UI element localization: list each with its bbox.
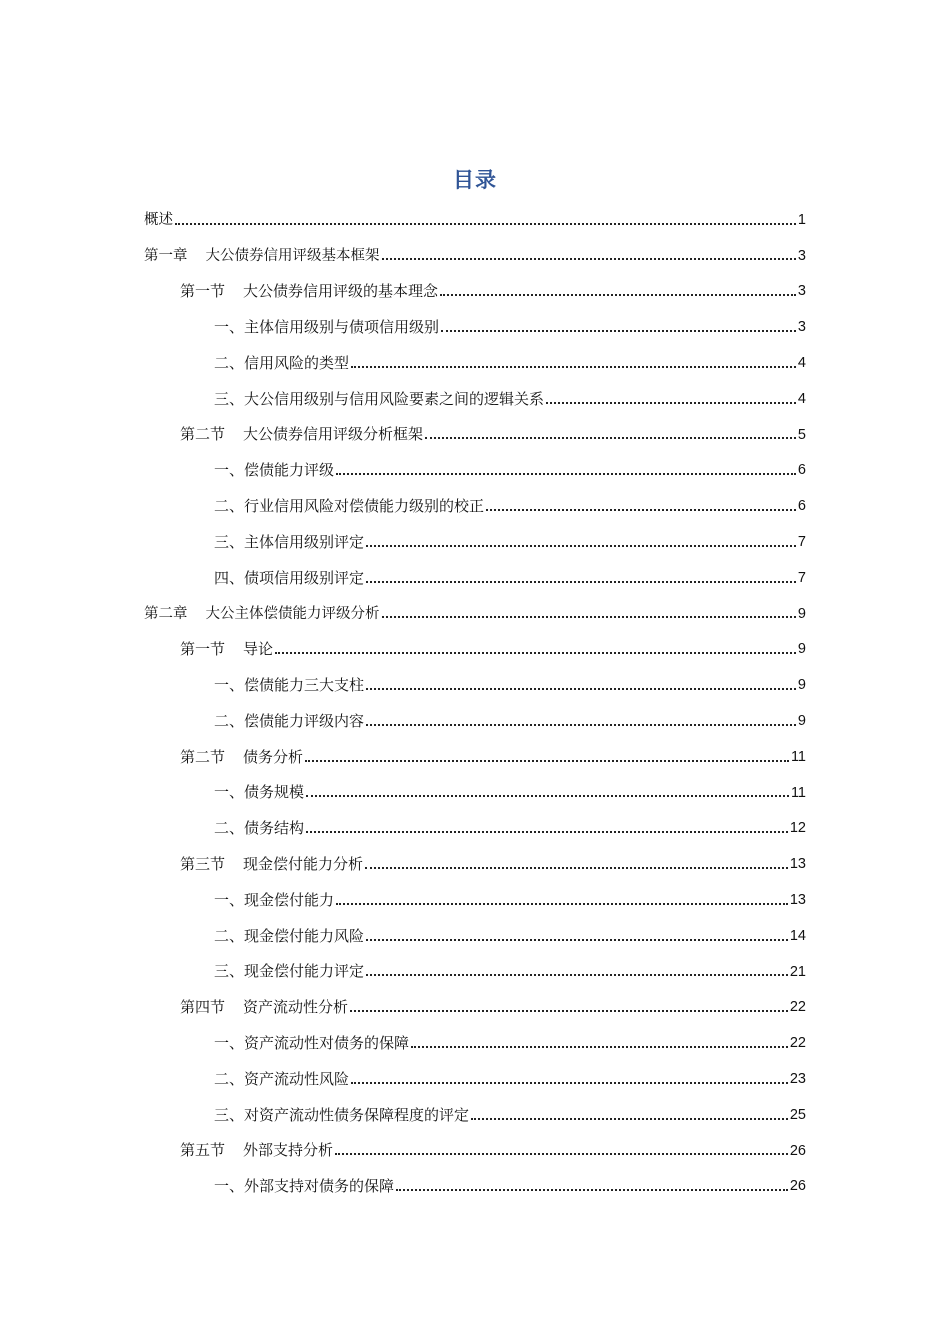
toc-entry-page-number: 7 [797, 533, 806, 550]
toc-entry-page-number: 11 [790, 784, 806, 801]
toc-entry-text: 大公债券信用评级的基本理念 [243, 282, 439, 301]
toc-entry[interactable] [214, 667, 806, 703]
dot-leader [335, 1153, 788, 1155]
toc-entry-text: 大公信用级别与信用风险要素之间的逻辑关系 [244, 389, 545, 408]
toc-entry[interactable] [214, 703, 806, 739]
toc-entry-number: 一、 [214, 675, 245, 694]
toc-entry-text: 债务规模 [244, 783, 305, 802]
toc-entry-page-number: 14 [789, 927, 806, 944]
toc-entry-number: 第二节 [180, 425, 226, 444]
toc-entry-label [214, 1033, 410, 1052]
toc-entry-text: 对资产流动性债务保障程度的评定 [244, 1105, 470, 1124]
dot-leader [350, 1010, 788, 1012]
toc-entry-label [214, 785, 304, 800]
toc-entry-label [214, 463, 334, 478]
toc-entry[interactable] [214, 453, 806, 489]
toc-entry-text: 资产流动性风险 [244, 1069, 350, 1088]
toc-entry-page-number: 4 [797, 390, 806, 407]
toc-entry-number: 三、 [214, 962, 245, 981]
toc-entry-number: 一、 [214, 461, 245, 480]
toc-entry-page-number: 3 [797, 283, 806, 300]
dot-leader [440, 294, 796, 296]
toc-entry-text: 外部支持对债务的保障 [244, 1177, 395, 1196]
dot-leader [336, 473, 796, 475]
toc-entry-text: 导论 [243, 640, 274, 659]
dot-leader [471, 1118, 788, 1120]
toc-entry-page-number: 7 [797, 569, 806, 586]
toc-entry-number: 第三节 [180, 854, 226, 873]
toc-entry-number: 一、 [214, 890, 245, 909]
toc-entry-label [214, 1179, 394, 1194]
dot-leader [306, 831, 788, 833]
toc-entry-number: 三、 [214, 389, 245, 408]
toc-entry-label [214, 821, 304, 836]
dot-leader [366, 724, 796, 726]
toc-entry[interactable] [214, 524, 806, 560]
dot-leader [365, 867, 788, 869]
toc-entry-number: 第二章 [144, 605, 188, 622]
toc-entry-page-number: 22 [789, 999, 806, 1016]
toc-entry-label [180, 854, 364, 873]
toc-entry-number: 二、 [214, 926, 245, 945]
toc-entry-text: 偿债能力评级内容 [244, 711, 365, 730]
dot-leader [351, 1082, 788, 1084]
dot-leader [546, 402, 796, 404]
toc-entry[interactable] [144, 238, 806, 274]
toc-entry[interactable] [144, 596, 806, 632]
toc-entry-page-number: 12 [789, 820, 806, 837]
toc-entry[interactable] [214, 1025, 806, 1061]
toc-entry-label [214, 1105, 470, 1124]
toc-entry-label [180, 642, 273, 657]
toc-entry-page-number: 6 [797, 498, 806, 515]
dot-leader [366, 939, 788, 941]
toc-entry-label [214, 317, 440, 336]
dot-leader [305, 760, 789, 762]
toc-entry[interactable] [180, 846, 806, 882]
toc-entry-number: 一、 [214, 317, 245, 336]
toc-entry-label [180, 284, 438, 299]
toc-entry[interactable] [214, 954, 806, 990]
dot-leader [351, 366, 796, 368]
toc-entry-label [214, 711, 365, 730]
toc-entry-number: 第一节 [180, 640, 226, 659]
toc-entry-page-number: 13 [789, 891, 806, 908]
dot-leader [336, 903, 788, 905]
toc-entry-label [214, 1069, 350, 1088]
toc-entry[interactable] [214, 918, 806, 954]
toc-entry[interactable] [214, 1097, 806, 1133]
toc-entry-number: 三、 [214, 532, 245, 551]
toc-entry-text: 现金偿付能力风险 [244, 926, 365, 945]
toc-entry-label [214, 389, 545, 408]
toc-entry-label [180, 427, 423, 442]
toc-entry-number: 第五节 [180, 1141, 226, 1160]
dot-leader [366, 974, 788, 976]
toc-entry[interactable] [180, 632, 806, 668]
toc-entry-text: 偿债能力评级 [244, 461, 335, 480]
toc-entry-text: 主体信用级别评定 [244, 532, 365, 551]
toc-entry-page-number: 23 [789, 1070, 806, 1087]
toc-entry-number: 二、 [214, 496, 245, 515]
toc-entry-text: 债务分析 [243, 747, 304, 766]
toc-entry[interactable] [214, 345, 806, 381]
toc-entry-number: 二、 [214, 819, 245, 838]
toc-entry-text: 大公主体偿债能力评级分析 [205, 605, 380, 622]
toc-entry-text: 主体信用级别与债项信用级别 [244, 317, 440, 336]
toc-entry-label [144, 213, 173, 228]
toc-entry-number: 四、 [214, 568, 245, 587]
dot-leader [396, 1189, 788, 1191]
toc-entry-page-number: 3 [797, 319, 806, 336]
toc-entry-page-number: 21 [789, 963, 806, 980]
toc-entry-text: 资产流动性分析 [243, 998, 349, 1017]
toc-entry-page-number: 3 [797, 247, 806, 264]
toc-entry-page-number: 11 [790, 748, 806, 765]
toc-entry-text: 行业信用风险对偿债能力级别的校正 [244, 496, 485, 515]
toc-entry-text: 偿债能力三大支柱 [244, 675, 365, 694]
dot-leader [486, 509, 796, 511]
toc-entry-number: 第二节 [180, 747, 226, 766]
dot-leader [366, 688, 796, 690]
toc-entry-page-number: 25 [789, 1106, 806, 1123]
dot-leader [306, 795, 789, 797]
toc-entry-page-number: 4 [797, 354, 806, 371]
dot-leader [275, 652, 796, 654]
dot-leader [382, 258, 796, 260]
toc-entry-label [214, 964, 364, 979]
toc-entry-page-number: 22 [789, 1035, 806, 1052]
toc-entry-number: 一、 [214, 783, 245, 802]
toc-entry-page-number: 5 [797, 426, 806, 443]
toc-entry-number: 二、 [214, 1069, 245, 1088]
toc-entry-label [214, 353, 350, 372]
toc-entry-label [144, 249, 380, 264]
toc-entry-text: 大公债券信用评级基本框架 [205, 247, 380, 264]
toc-entry-label [214, 568, 365, 587]
toc-entry-number: 三、 [214, 1105, 245, 1124]
toc-entry-text: 债项信用级别评定 [244, 568, 365, 587]
toc-entry-label [180, 1143, 333, 1158]
toc-entry[interactable] [214, 775, 806, 811]
toc-entry[interactable] [144, 202, 806, 238]
toc-entry-text: 现金偿付能力 [244, 890, 335, 909]
toc-entry[interactable] [180, 990, 806, 1026]
toc-entry[interactable] [180, 1133, 806, 1169]
toc-entry-text: 债务结构 [244, 819, 305, 838]
toc-entry[interactable] [180, 739, 806, 775]
toc-title: 目录 [453, 168, 497, 192]
toc-entry-number: 二、 [214, 711, 245, 730]
toc-entry-page-number: 9 [797, 677, 806, 694]
toc-entry[interactable] [214, 560, 806, 596]
toc-entry[interactable] [214, 381, 806, 417]
toc-entry-label [144, 607, 380, 622]
toc-entry-page-number: 9 [797, 712, 806, 729]
toc-entry-page-number: 9 [797, 605, 806, 622]
toc-entry-page-number: 26 [789, 1178, 806, 1195]
toc-entry-number: 二、 [214, 353, 245, 372]
toc-entry[interactable] [214, 1061, 806, 1097]
toc-entry[interactable] [180, 417, 806, 453]
toc-entry[interactable] [214, 811, 806, 847]
toc-entry-page-number: 1 [797, 211, 806, 228]
toc-entry-page-number: 26 [789, 1142, 806, 1159]
dot-leader [382, 616, 796, 618]
dot-leader [366, 545, 796, 547]
toc-entry-text: 概述 [144, 211, 173, 228]
toc-entry[interactable] [214, 488, 806, 524]
toc-entry-label [214, 675, 365, 694]
toc-entry-label [214, 890, 335, 909]
toc-entry-page-number: 13 [789, 856, 806, 873]
toc-entry-text: 外部支持分析 [243, 1141, 334, 1160]
toc-entry-label [180, 1000, 348, 1015]
toc-entry-label [214, 532, 365, 551]
toc-entry-text: 信用风险的类型 [244, 353, 350, 372]
toc-entry[interactable] [214, 309, 806, 345]
toc-entry-text: 现金偿付能力分析 [243, 854, 364, 873]
toc-entry-label [214, 496, 485, 515]
dot-leader [425, 437, 796, 439]
toc-entry-text: 资产流动性对债务的保障 [244, 1033, 410, 1052]
toc-entry-text: 大公债券信用评级分析框架 [243, 425, 424, 444]
toc-entry-page-number: 6 [797, 462, 806, 479]
toc-entry-label [214, 926, 365, 945]
dot-leader [441, 330, 796, 332]
toc-entry-label [180, 747, 304, 766]
toc-entry-number: 一、 [214, 1177, 245, 1196]
toc-entry-number: 第一节 [180, 282, 226, 301]
toc-entry[interactable] [214, 1169, 806, 1205]
toc-entry[interactable] [214, 882, 806, 918]
toc-entry-text: 现金偿付能力评定 [244, 962, 365, 981]
dot-leader [175, 223, 796, 225]
dot-leader [366, 581, 796, 583]
dot-leader [411, 1046, 788, 1048]
toc-entry-number: 一、 [214, 1033, 245, 1052]
toc-entry-page-number: 9 [797, 641, 806, 658]
toc-entry-number: 第一章 [144, 247, 188, 264]
toc-entry-number: 第四节 [180, 998, 226, 1017]
toc-entry[interactable] [180, 274, 806, 310]
